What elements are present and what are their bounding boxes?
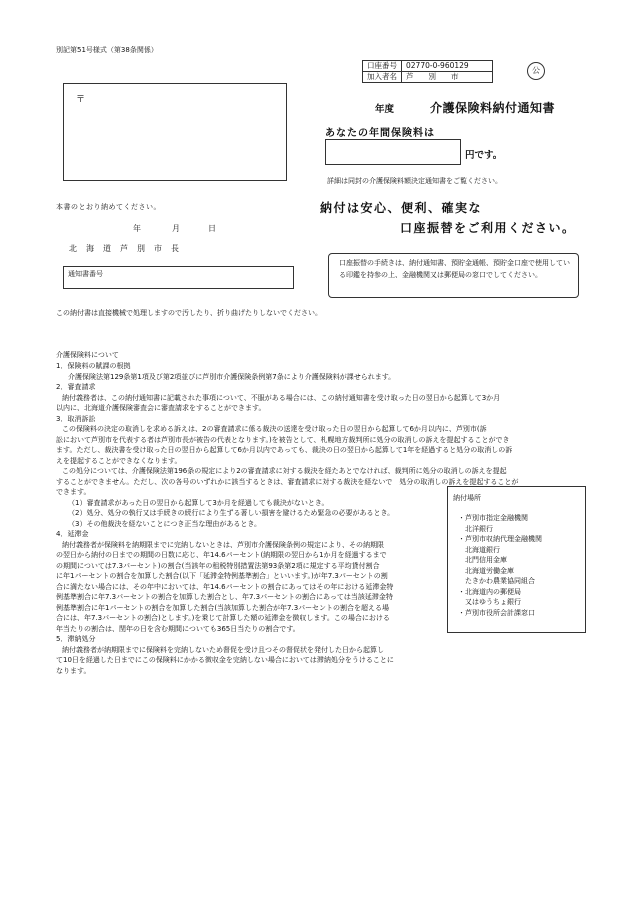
account-holder-value: 芦 別 市 [402, 72, 493, 83]
body-line: えを提起することができなくなります。 [56, 456, 182, 465]
stamp-text: 公 [532, 66, 540, 75]
body-line: の翌日から納付の日までの期間の日数に応じ、年14.6パーセント(納期限の翌日から1か月を経過するまで [56, 551, 387, 559]
body-line: 訟において芦別市を代表する者は芦別市長が被告の代表となります。)を被告として、札幌地方裁判所に処分の取消しの訴えを提起することができ [56, 435, 510, 444]
account-holder-label: 加入者名 [363, 72, 402, 83]
body-line: 年当たりの割合は、閏年の日を含む期間についても365日当たりの割合です。 [56, 624, 300, 633]
fiscal-year-label: 年度 [375, 104, 395, 115]
date-month-label: 月 [172, 224, 180, 233]
body-line: 1．保険料の賦課の根拠 [56, 362, 131, 370]
body-line: 4．延滞金 [56, 530, 89, 538]
transfer-note-text: 口座振替の手続きは、納付通知書、預貯金通帳、預貯金口座で使用している印鑑を持参の上、金融機関又は郵便局の窓口でしてください。 [339, 259, 570, 279]
body-line: 納付義務者は、この納付通知書に記載された事項について、不服がある場合には、この納付通知書を受け取った日の翌日から起算して3か月 [62, 393, 501, 402]
payment-place-item: 北洋銀行 [458, 524, 493, 533]
body-line: することができません。ただし、次の各号のいずれかに該当するときは、審査請求に対する裁決を経ないで 処分の取消しの訴えを提起することが [56, 477, 519, 486]
body-line: 納付義務者が保険料を納期限までに完納しないときは、芦別市介護保険条例の規定により、その納期限 [62, 540, 384, 549]
body-heading: 介護保険料について [56, 351, 119, 359]
payment-place-item: 又はゆうちょ銀行 [458, 598, 521, 606]
body-line: なります。 [56, 666, 91, 675]
body-line: の期間については7.3パーセント)の割合(当該年の租税特別措置法第93条第2項に規定する平均貸付割合 [56, 561, 380, 570]
body-line: 納付義務者が納期限までに保険料を完納しないため督促を受け且つその督促状を発付した日から起算し [62, 645, 384, 654]
payment-places-title: 納付場所 [453, 494, 481, 502]
account-table [362, 60, 493, 83]
payment-place-item: ・北海道内の郵便局 [458, 587, 521, 596]
payment-place-item: ・芦別市収納代理金融機関 [458, 535, 542, 543]
payment-instruction: 本書のとおり納めてください。 [56, 203, 161, 211]
annual-premium-label: あなたの年間保険料は [325, 128, 435, 139]
payment-place-item: 北海道労働金庫 [458, 566, 514, 575]
body-line: に年1パーセントの割合を加算した割合(以下「延滞金特例基準割合」といいます。)が年7.3パーセントの割 [56, 572, 388, 580]
payment-place-item: ・芦別市指定金融機関 [458, 514, 528, 522]
body-line: 以内に、北海道介護保険審査会に審査請求をすることができます。 [56, 404, 266, 412]
payment-place-item: ・芦別市役所会計課窓口 [458, 608, 535, 617]
payment-places-list [458, 513, 542, 618]
mayor-name: 北海道芦別市長 [69, 244, 188, 253]
payment-place-item: 北門信用金庫 [458, 556, 507, 564]
body-line: 介護保険法第129条第1項及び第2項並びに芦別市介護保険条例第7条により介護保険料が課せられます。 [68, 372, 396, 381]
payment-place-item: たきかわ農業協同組合 [458, 577, 535, 585]
postal-mark: 〒 [76, 95, 86, 105]
notice-number-box [63, 266, 294, 289]
body-line: て10日を経過した日までにこの保険料にかかる徴収金を完納しない場合においては滞納処分をうけることに [56, 656, 394, 664]
body-line: この処分については、介護保険法第196条の規定により2の審査請求に対する裁決を経たあとでなければ、裁判所に処分の取消しの訴えを提起 [62, 467, 507, 475]
body-line: 5．滞納処分 [56, 635, 96, 643]
official-stamp [527, 62, 545, 80]
payment-places-box [447, 486, 586, 633]
body-line: できます。 [56, 488, 91, 496]
account-number-value: 02770-0-960129 [402, 61, 493, 72]
address-box [63, 83, 287, 181]
body-line: （3）その他裁決を経ないことにつき正当な理由があるとき。 [68, 519, 262, 528]
body-line: 合には、年7.3パーセントの割合)とします。)を乗じて計算した額の延滞金を徴収します。この場合における [56, 614, 390, 622]
payment-place-item: 北海道銀行 [458, 545, 500, 554]
body-line: 2．審査請求 [56, 383, 96, 391]
body-line: （1）審査請求があった日の翌日から起算して3か月を経過しても裁決がないとき。 [68, 498, 329, 507]
date-day-label: 日 [208, 224, 216, 233]
slogan-line-2: 口座振替をご利用ください。 [400, 221, 576, 235]
notice-number-label: 通知書番号 [68, 270, 103, 278]
body-line: 合に満たない場合には、その年中においては、年14.6パーセントの割合にあってはその年における延滞金特 [56, 582, 394, 591]
body-line: この保険料の決定の取消しを求める訴えは、2の審査請求に係る裁決の送達を受け取った日の翌日から起算して6か月以内に、芦別市(訴 [62, 425, 487, 433]
premium-amount-box [325, 139, 461, 165]
machine-processing-note: この納付書は直接機械で処理しますので汚したり、折り曲げたりしないでください。 [56, 309, 322, 317]
body-line: 例基準割合に年1パーセントの割合を加算した割合(当該加算した割合が年7.3パーセントの割合を超える場 [56, 603, 390, 612]
body-line: ます。ただし、裁決書を受け取った日の翌日から起算して6か月以内であっても、裁決の日の翌日から起算して1年を経過すると処分の取消しの訴 [56, 446, 513, 454]
transfer-note-box [328, 253, 579, 298]
detail-note: 詳細は同封の介護保険料額決定通知書をご覧ください。 [327, 177, 502, 185]
yen-label: 円です。 [465, 150, 503, 161]
slogan-line-1: 納付は安心、便利、確実な [320, 201, 483, 215]
form-id: 別記第51号様式（第38条関係） [56, 46, 158, 54]
date-year-label: 年 [133, 224, 141, 233]
body-line: 3．取消訴訟 [56, 414, 96, 423]
body-line: （2）処分、処分の執行又は手続きの続行により生ずる著しい損害を避けるため緊急の必要があるとき。 [68, 509, 395, 517]
account-number-label: 口座番号 [363, 61, 402, 72]
body-line: 例基準割合に年7.3パーセントの割合を加算した割合とし、年7.3パーセントの割合にあっては当該延滞金特 [56, 593, 393, 601]
notice-title: 介護保険料納付通知書 [430, 101, 556, 115]
